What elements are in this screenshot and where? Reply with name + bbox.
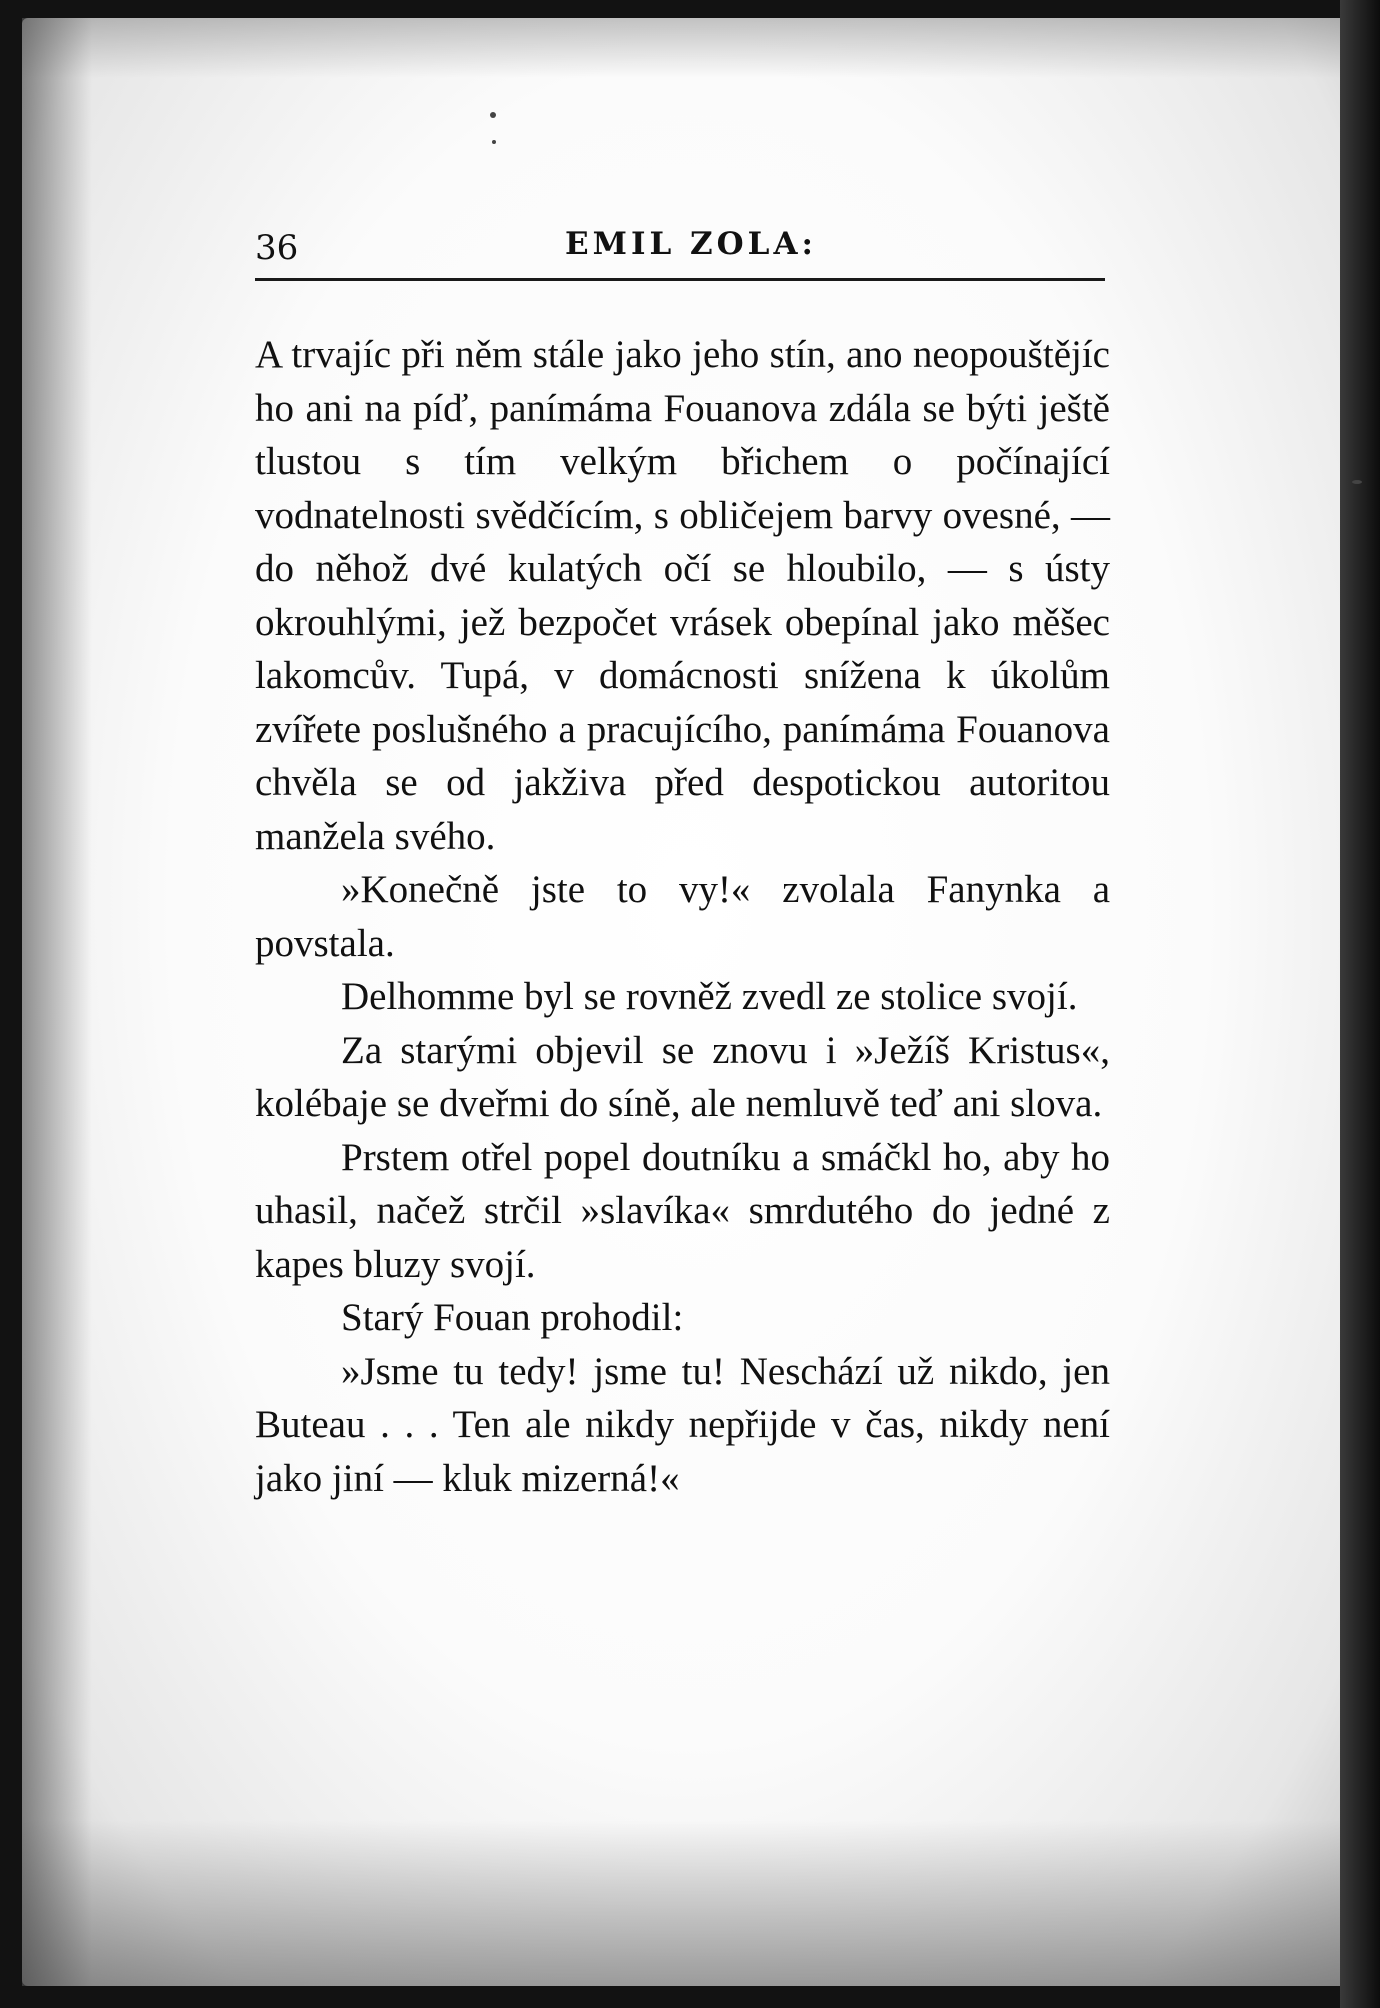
- body-text: [255, 328, 1110, 1505]
- dust-speck: [490, 112, 496, 118]
- paragraph: A trvajíc při něm stále jako jeho stín, ano neopouštějíc ho ani na píď, panímáma Fouanova zdála se býti ještě tlustou s tím velkým břichem o počínající vodnatelnosti svědčícím, s obličejem barvy ovesné, — do něhož dvé kulatých očí se hloubilo, — s ústy okrouhlými, jež bezpočet vrásek obepínal jako měšec lakomcův. Tupá, v domácnosti snížena k úkolům zvířete poslušného a pracujícího, panímáma Fouanova chvěla se od jakživa před despotickou autoritou manžela svého.: [255, 333, 1110, 858]
- paragraph: Za starými objevil se znovu i »Ježíš Kristus«, kolébaje se dveřmi do síně, ale nemluvě teď ani slova.: [255, 1028, 1110, 1125]
- right-scan-margin: [1340, 0, 1380, 2008]
- top-edge-shadow: [22, 18, 1357, 78]
- page-header: [255, 222, 1105, 282]
- paragraph: Prstem otřel popel doutníku a smáčkl ho, aby ho uhasil, načež strčil »slavíka« smrdutého do jedné z kapes bluzy svojí.: [255, 1135, 1110, 1286]
- paragraph: »Konečně jste to vy!« zvolala Fanynka a povstala.: [255, 868, 1110, 965]
- bottom-edge-shadow: [22, 1820, 1357, 1986]
- paragraph: Starý Fouan prohodil:: [341, 1296, 684, 1339]
- dust-speck: [492, 140, 496, 144]
- paragraph: »Jsme tu tedy! jsme tu! Neschází už nikdo, jen Buteau . . . Ten ale nikdy nepřijde v čas, nikdy není jako jiní — kluk mizerná!«: [255, 1349, 1110, 1500]
- page-number: 36: [255, 228, 299, 268]
- header-rule: [255, 278, 1105, 281]
- running-head: EMIL ZOLA:: [565, 226, 817, 262]
- left-edge-shadow: [22, 18, 92, 1986]
- dust-speck: [1352, 480, 1362, 484]
- paragraph: Delhomme byl se rovněž zvedl ze stolice svojí.: [341, 975, 1078, 1018]
